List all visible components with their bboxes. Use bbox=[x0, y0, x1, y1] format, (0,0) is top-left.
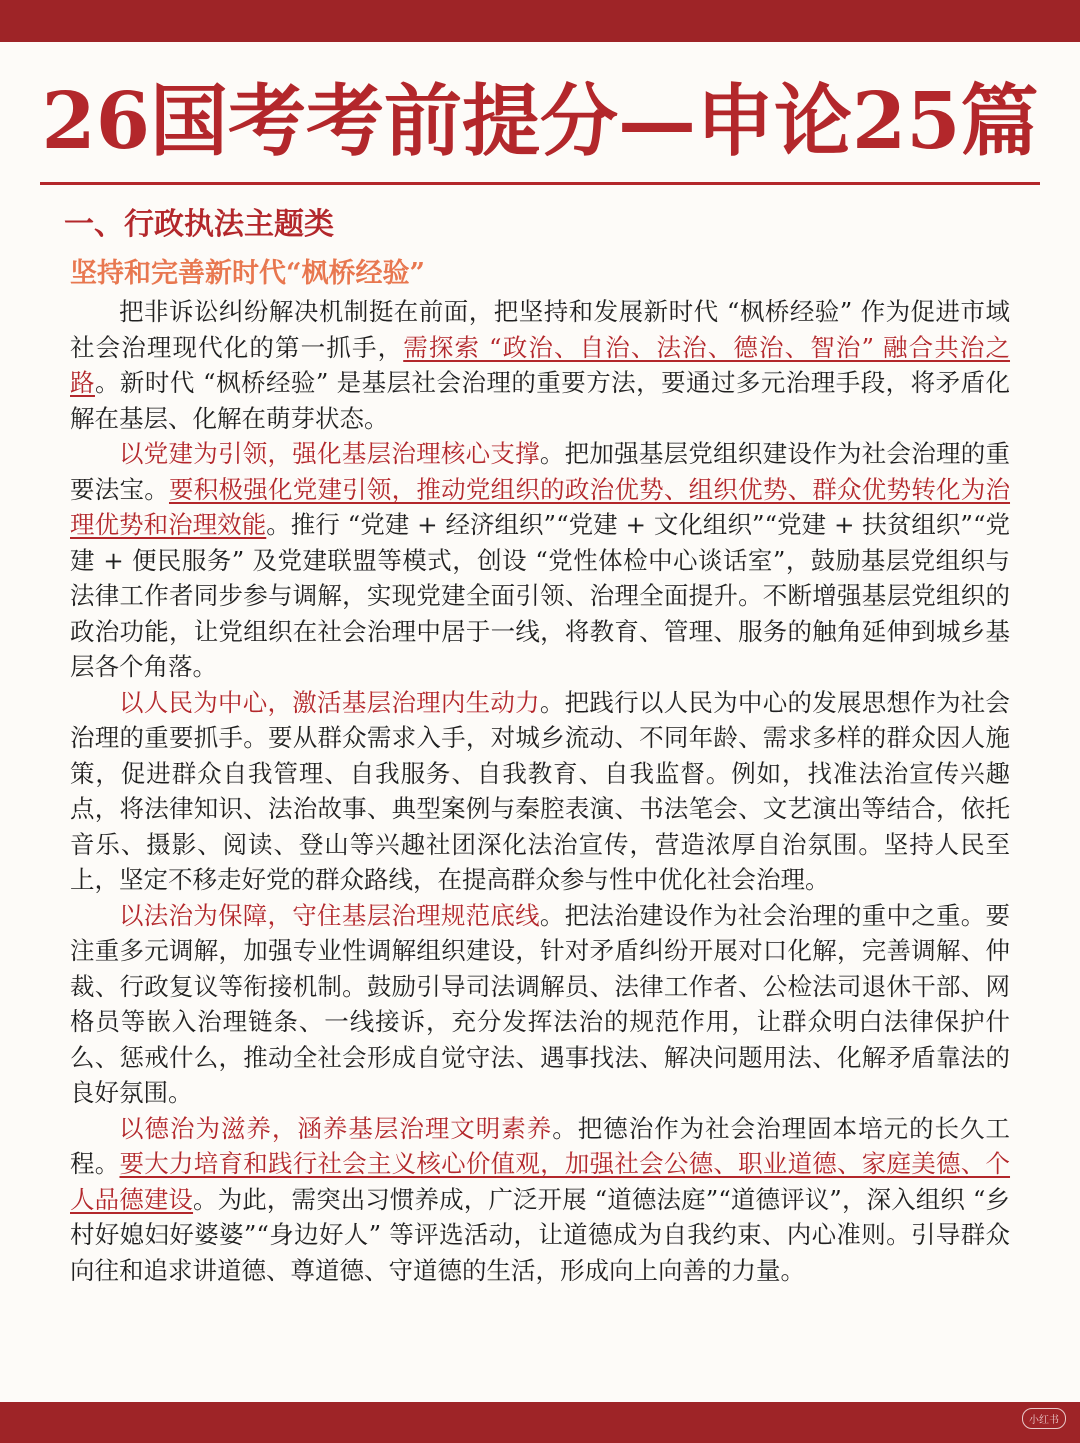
key-point-underlined: 要大力培育和践行社会主义核心价值观，加强社会公德、职业道德、家庭美德、个人品德建设 bbox=[70, 1149, 1011, 1214]
title-divider bbox=[40, 182, 1040, 185]
paragraph-text: 。把践行以人民为中心的发展思想作为社会治理的重要抓手。要从群众需求入手，对城乡流动、不同年龄、需求多样的群众因人施策，促进群众自我管理、自我服务、自我教育、自我监督。例如，找准法治宣传兴趣点，将法律知识、法治故事、典型案例与秦腔表演、书法笔会、文艺演出等结合，依托音乐、摄影、阅读、登山等兴趣社团深化法治宣传，营造浓厚自治氛围。坚持人民至上，坚定不移走好党的群众路线，在提高群众参与性中优化社会治理。 bbox=[70, 687, 1011, 894]
paragraph-text: 。把法治建设作为社会治理的重中之重。要注重多元调解，加强专业性调解组织建设，针对矛盾纠纷开展对口化解，完善调解、仲裁、行政复议等衔接机制。鼓励引导司法调解员、法律工作者、公检法司退休干部、网格员等嵌入治理链条、一线接诉，充分发挥法治的规范作用，让群众明白法律保护什么、惩戒什么，推动全社会形成自觉守法、遇事找法、解决问题用法、化解矛盾靠法的良好氛围。 bbox=[70, 900, 1011, 1107]
paragraph-lead: 以党建为引领，强化基层治理核心支撑 bbox=[119, 439, 540, 468]
bottom-banner-bar bbox=[0, 1402, 1080, 1443]
paragraph-people-centered bbox=[70, 685, 1010, 898]
paragraph-text: 。为此，需突出习惯养成，广泛开展 “道德法庭”“道德评议”，深入组织 “乡村好媳妇好婆婆”“身边好人” 等评选活动，让道德成为自我约束、内心准则。引导群众向往和追求讲道德、尊道德、守道德的生活，形成向上向善的力量。 bbox=[70, 1184, 1011, 1285]
key-point-underlined: 需探索 “政治、自治、法治、德治、智治” 融合共治之路 bbox=[70, 332, 1011, 397]
topic-heading: 坚持和完善新时代“枫桥经验” bbox=[70, 258, 426, 289]
section-heading: 一、行政执法主题类 bbox=[64, 207, 334, 242]
paragraph-rule-of-law bbox=[70, 898, 1010, 1111]
paragraph-intro bbox=[70, 294, 1010, 436]
top-banner-bar bbox=[0, 0, 1080, 42]
paragraph-text: 。新时代 “枫桥经验” 是基层社会治理的重要方法，要通过多元治理手段，将矛盾化解在基层、化解在萌芽状态。 bbox=[70, 368, 1011, 433]
watermark-logo: 小红书 bbox=[1022, 1408, 1066, 1429]
paragraph-lead: 以人民为中心，激活基层治理内生动力 bbox=[119, 687, 540, 717]
paragraph-lead: 以德治为滋养，涵养基层治理文明素养 bbox=[119, 1113, 553, 1143]
paragraph-text: 。把德治作为社会治理固本培元的长久工程。 bbox=[70, 1113, 1010, 1178]
paragraph-text: 把非诉讼纠纷解决机制挺在前面，把坚持和发展新时代 “枫桥经验” 作为促进市域社会治理现代化的第一抓手， bbox=[70, 297, 1010, 362]
paragraph-party-building bbox=[70, 436, 1010, 685]
paragraph-text: 。推行 “党建 + 经济组织”“党建 + 文化组织”“党建 + 扶贫组织”“党建 + 便民服务” 及党建联盟等模式，创设 “党性体检中心谈话室”，鼓励基层党组织与法律工作者同步参与调解，实现党建全面引领、治理全面提升。不断增强基层党组织的政治功能，让党组织在社会治理中居于一线，将教育、管理、服务的触角延伸到城乡基层各个角落。 bbox=[70, 510, 1010, 681]
paragraph-text: 。把加强基层党组织建设作为社会治理的重要法宝。 bbox=[70, 439, 1011, 504]
paragraph-lead: 以法治为保障，守住基层治理规范底线 bbox=[119, 900, 540, 930]
page-title: 26国考考前提分—申论25篇 bbox=[41, 76, 1039, 167]
key-point-underlined: 要积极强化党建引领，推动党组织的政治优势、组织优势、群众优势转化为治理优势和治理效能 bbox=[70, 474, 1011, 539]
article-body bbox=[70, 294, 1010, 1288]
paragraph-rule-of-virtue bbox=[70, 1111, 1010, 1289]
